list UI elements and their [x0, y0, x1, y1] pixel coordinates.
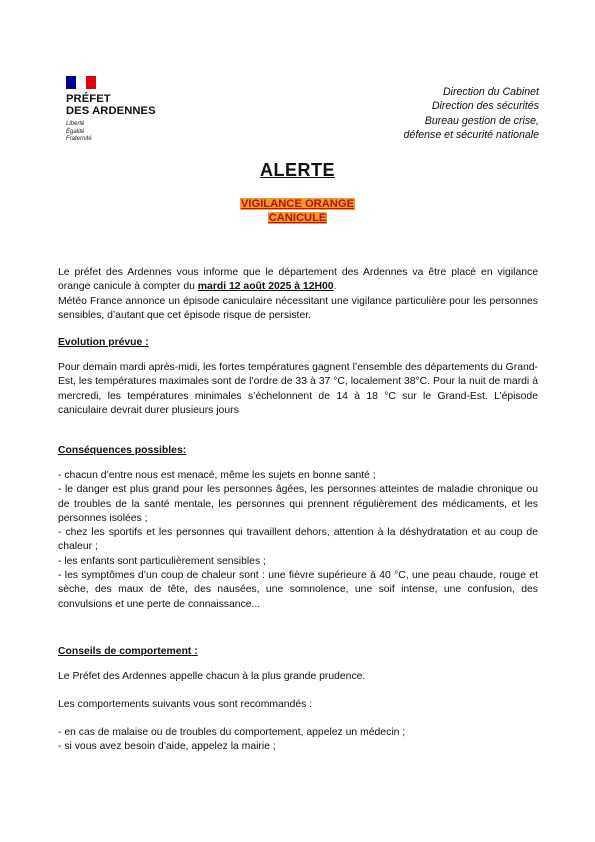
conseils-list — [58, 726, 538, 755]
sender-direction: Direction du Cabinet Direction des sécurités Bureau gestion de crise, défense et sécurité nationale — [403, 86, 539, 141]
vigilance-type: CANICULE — [268, 212, 327, 224]
vigilance-level: VIGILANCE ORANGE — [240, 198, 355, 210]
meteo-paragraph: Météo France annonce un épisode caniculaire nécessitant une vigilance particulière pour les personnes sensibles, d’autant que cet épisode risque de persister. — [58, 295, 538, 321]
list-item: - chez les sportifs et les personnes qui travaillent dehors, attention à la déshydratation et au coup de chaleur ; — [58, 527, 538, 553]
list-item: - les symptômes d’un coup de chaleur sont : une fièvre supérieure à 40 °C, une peau chaude, rouge et sèche, des maux de tête, des nausées, une somnolence, une soif intense, une confusion, des convulsions et une perte de connaissance... — [58, 570, 538, 610]
republique-francaise-logo-icon — [66, 76, 96, 89]
list-item: - en cas de malaise ou de troubles du comportement, appelez un médecin ; — [58, 727, 406, 738]
marianne-icon — [75, 78, 87, 88]
conseils-intro: Le Préfet des Ardennes appelle chacun à la plus grande prudence. — [58, 671, 366, 682]
consequences-list — [58, 469, 538, 612]
list-item: - chacun d’entre nous est menacé, même les sujets en bonne santé ; — [58, 470, 376, 481]
conseils-heading: Conseils de comportement : — [58, 646, 198, 657]
prefecture-name: PRÉFET DES ARDENNES — [66, 93, 156, 117]
evolution-paragraph: Pour demain mardi après-midi, les fortes températures gagnent l’ensemble des départements du Grand-Est, les températures maximales sont de l’ordre de 33 à 37 °C, localement 38°C. Pour la nuit de mardi à mercredi, les températures minimales s’échelonnent de 14 à 18 °C sur le Grand-Est. L’épisode caniculaire devrait durer plusieurs jours — [58, 362, 538, 416]
list-item: - le danger est plus grand pour les personnes âgées, les personnes atteintes de maladie chronique ou de troubles de la santé mentale, les personnes qui prennent régulièrement des médicaments, et les personnes isolées ; — [58, 484, 538, 524]
vigilance-banner — [0, 197, 595, 225]
list-item: - si vous avez besoin d’aide, appelez la mairie ; — [58, 741, 276, 753]
list-item: - les enfants sont particulièrement sensibles ; — [58, 555, 266, 567]
page-title: ALERTE — [260, 160, 335, 180]
intro-paragraph: Le préfet des Ardennes vous informe que le département des Ardennes va être placé en vigilance orange canicule à compter du mardi 12 août 2025 à 12H00. Météo France annonce un épisode caniculaire nécessitant une vigilance particulière pour les personnes sensibles, d’autant que cet épisode risque de persister. — [58, 266, 538, 323]
republic-motto: Liberté Égalité Fraternité — [66, 121, 92, 142]
evolution-heading: Evolution prévue : — [58, 337, 149, 348]
consequences-heading: Conséquences possibles: — [58, 445, 187, 456]
alert-date: mardi 12 août 2025 à 12H00 — [197, 281, 334, 293]
conseils-recommandations: Les comportements suivants vous sont recommandés : — [58, 699, 313, 710]
